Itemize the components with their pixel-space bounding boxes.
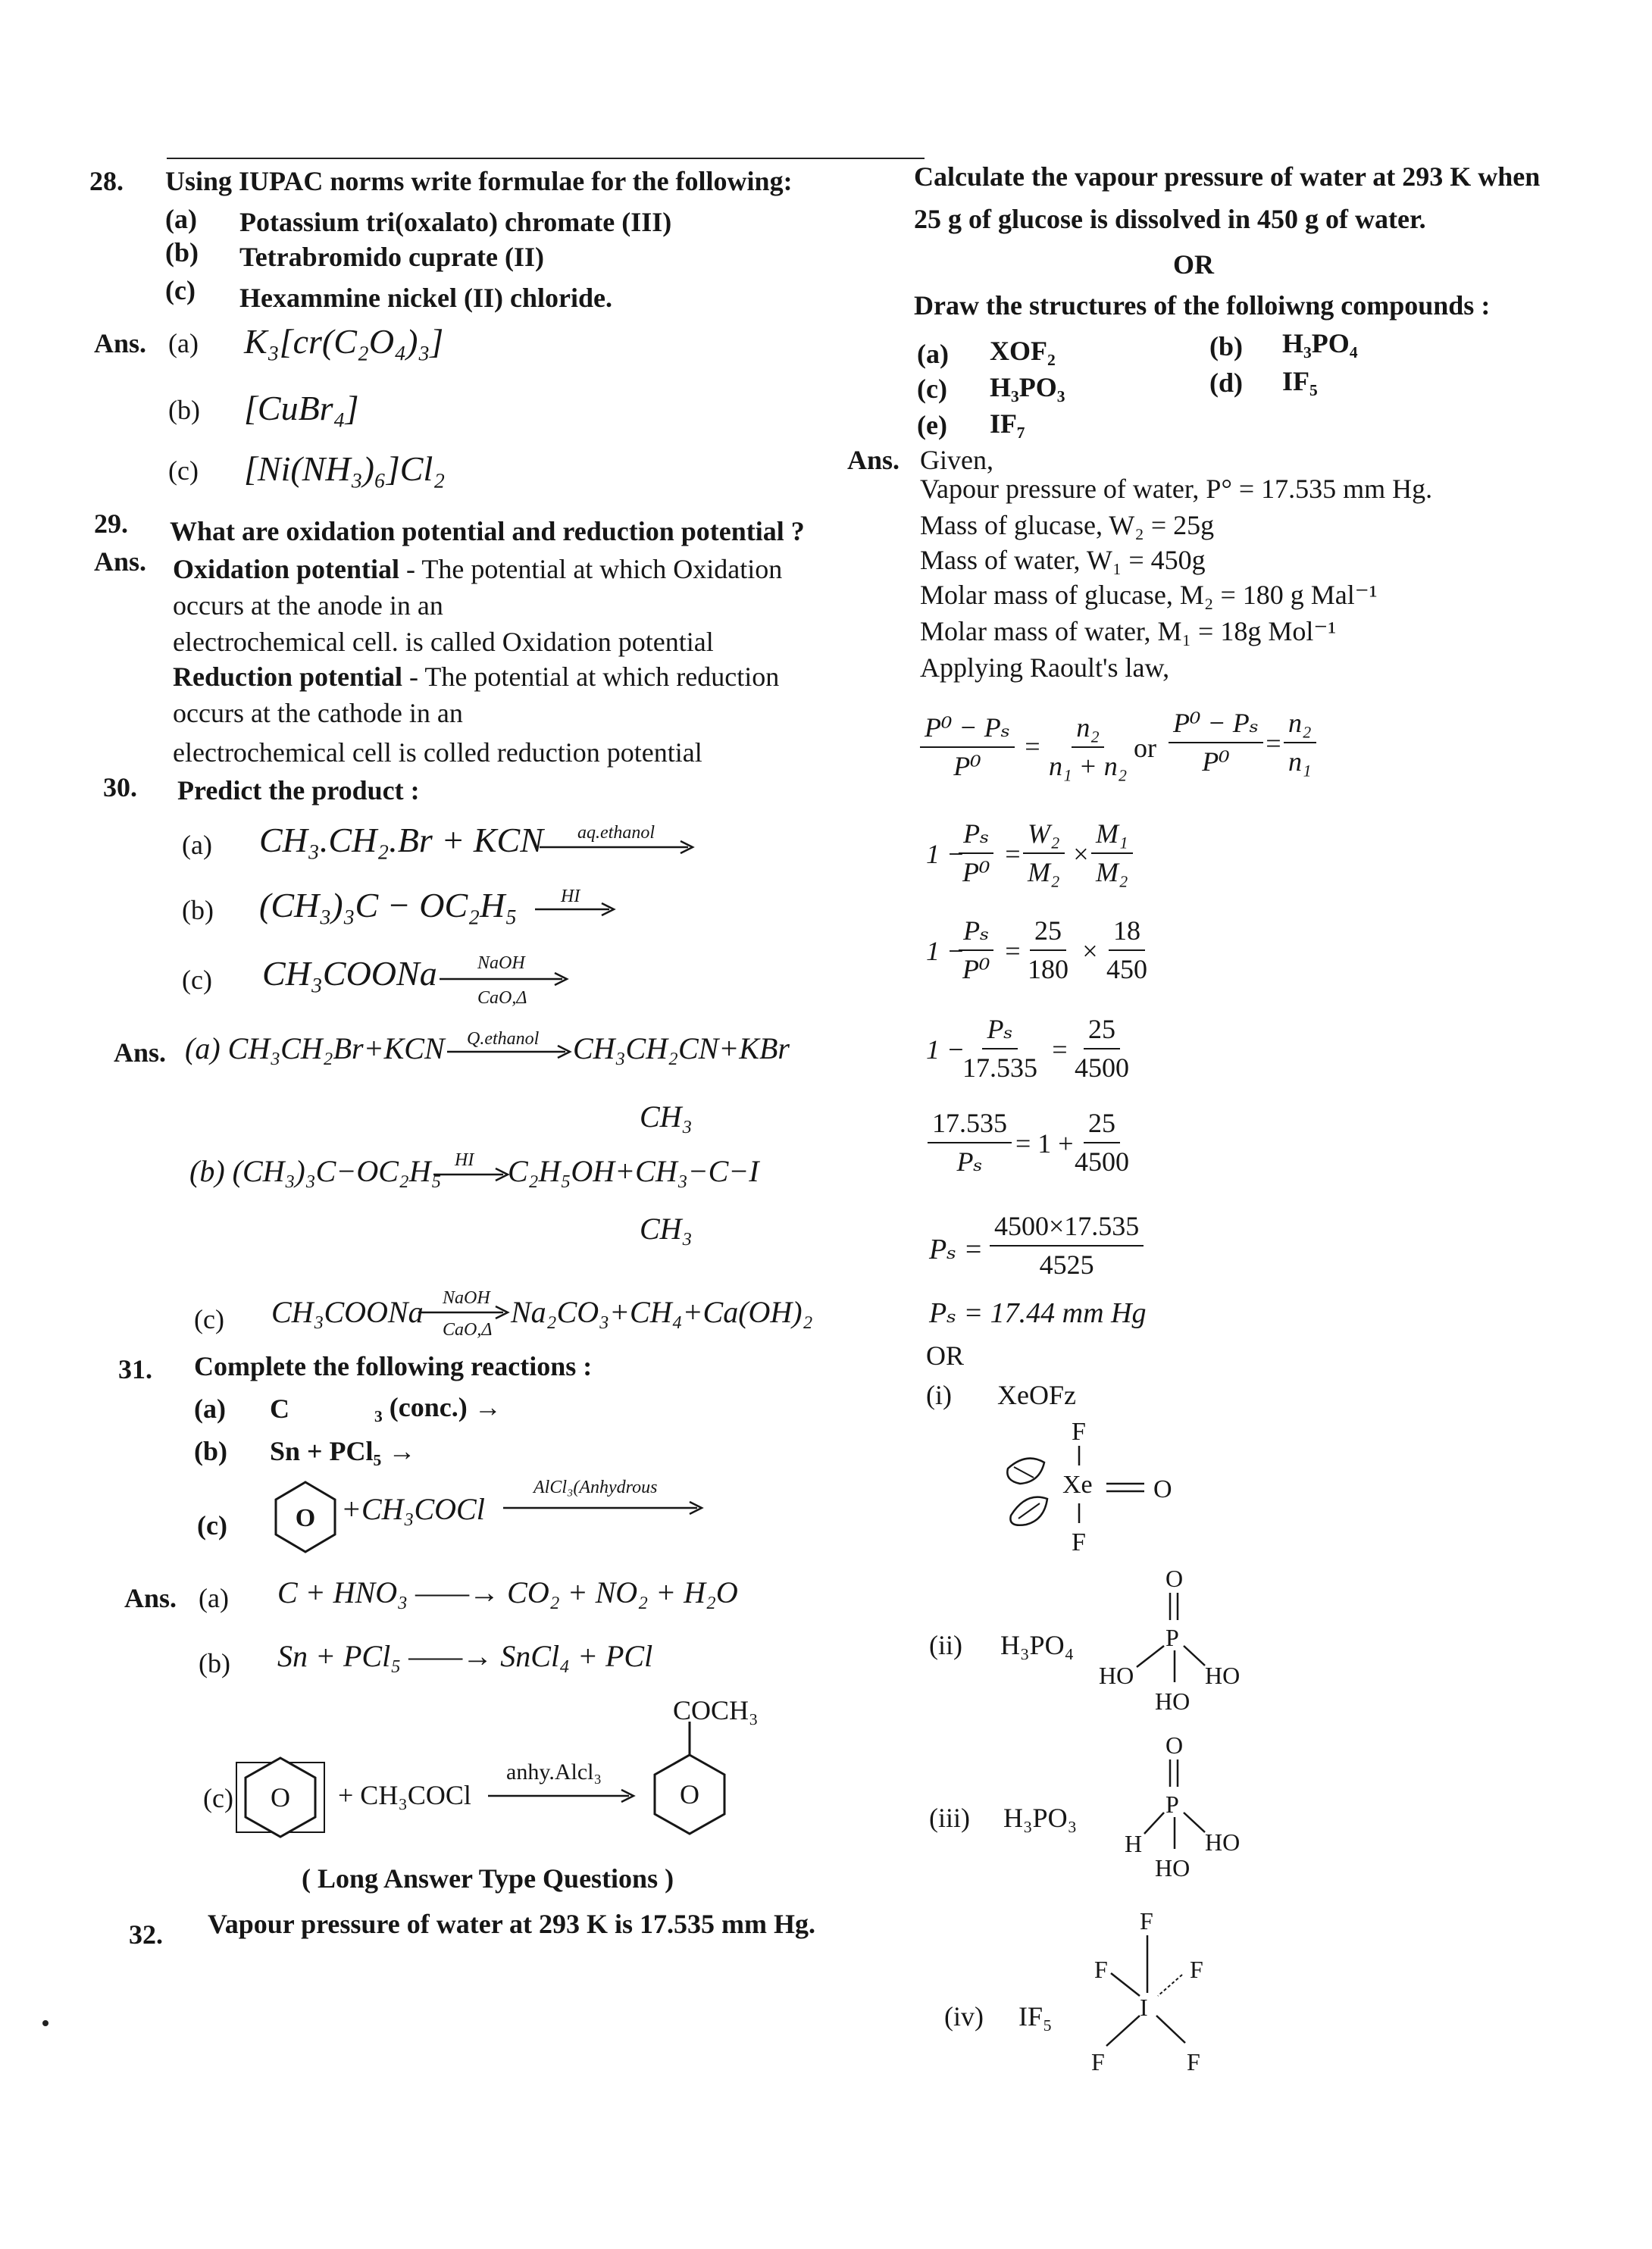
q30-ans-a-rhs: CH₃CH₂CN+KBr [573,1031,790,1065]
q32-draw-c: H₃PO₃ [990,372,1065,402]
q32-draw-a-label: (a) [917,339,949,369]
raoult-frac-4: $\frac{\text{n₂}}{\text{n₁}}$ [1284,708,1316,778]
raoult-frac-2: $\frac{\text{n₂}}{\text{n₁ + n₂}}$ [1049,712,1128,782]
eq7-result: Pₛ = 17.44 mm Hg [929,1297,1147,1329]
xeof2-structure-icon [993,1409,1220,1569]
q32-draw-prompt: Draw the structures of the folloiwng compounds : [914,290,1491,321]
q32-given-2: Mass of glucase, W₂ = 25g [920,510,1215,540]
q29-number: 29. [94,508,128,539]
q28-ans-a-label: (a) [168,328,199,358]
q30-c-label: (c) [182,965,212,995]
q29-reduction-line3: electrochemical cell is colled reduction potential [173,737,702,768]
h3po4-o: O [1165,1565,1184,1592]
q31-c-benzene-icon [271,1479,339,1555]
struct-iii-label: (iii) [929,1803,970,1833]
raoult-eq-1: = [1023,731,1042,762]
q30-ans-c-rhs: Na₂CO₃+CH₄+Ca(OH)₂ [511,1295,813,1329]
eq4-one: 1 − [926,1034,965,1065]
if5-f-bottom-right: F [1187,2048,1200,2075]
top-rule [167,158,925,159]
q28-number: 28. [89,166,124,196]
q28-b-label: (b) [165,237,199,267]
q30-b-arrow [535,902,618,917]
if5-f-bottom-left: F [1091,2048,1105,2075]
h3po3-ho-bottom: HO [1155,1854,1191,1881]
q29-oxidation-text: - The potential at which Oxidation [399,554,783,584]
q32-draw-a: XOF₂ [990,336,1056,366]
eq4-frac-b: $\frac{25}{4500}$ [1075,1014,1129,1084]
q31-c-cond: AlCl₃(Anhydrous [533,1478,658,1497]
q32-given-1: Vapour pressure of water, P° = 17.535 mm Hg. [920,474,1433,504]
q28-a-text: Potassium tri(oxalato) chromate (III) [239,207,672,237]
h3po3-o: O [1165,1731,1184,1759]
raoult-frac-1: $\frac{\text{P⁰ − Pₛ}}{\text{P⁰}}$ [920,712,1015,783]
q31-ans-c-ring-label: O [271,1782,290,1813]
q32-draw-b: H₃PO₄ [1282,328,1358,358]
eq2-frac-b: $\frac{\text{W₂}}{\text{M₂}}$ [1023,818,1065,889]
q30-a-eq: CH₃.CH₂.Br + KCN [259,821,543,859]
q32-draw-c-label: (c) [917,374,947,404]
xeof2-o: O [1153,1475,1172,1503]
q31-ans-c-arrow [488,1788,640,1803]
q31-a-right: ₃ (conc.) → [374,1392,502,1422]
section-heading: ( Long Answer Type Questions ) [302,1863,674,1894]
q28-a-label: (a) [165,204,197,234]
q32-question-line3: 25 g of glucose is dissolved in 450 g of water. [914,204,1426,234]
q31-ans-c-cond: anhy.Alcl₃ [506,1759,602,1784]
q32-given-6: Applying Raoult's law, [920,652,1170,683]
struct-iii-name: H₃PO₃ [1003,1803,1078,1833]
xeof2-f-top: F [1072,1418,1086,1446]
q32-or-structures: OR [926,1340,965,1371]
h3po4-ho-left: HO [1099,1662,1134,1689]
q32-ans-label: Ans. [847,445,900,475]
q30-c-eq: CH₃COONa [262,954,437,993]
eq3-frac-c: $\frac{18}{450}$ [1106,915,1147,985]
q31-ans-c-mid: + CH₃COCl [338,1780,471,1810]
q31-ans-c-ring2-label: O [680,1779,699,1810]
q32-draw-e-label: (e) [917,410,947,440]
q30-ans-label: Ans. [114,1037,167,1068]
q28-ans-label: Ans. [94,328,147,358]
q30-c-top: NaOH [477,953,525,973]
q29-reduction-line2: occurs at the cathode in an [173,698,463,728]
q32-draw-d-label: (d) [1209,368,1243,398]
q32-given-3: Mass of water, W₁ = 450g [920,545,1206,575]
struct-ii-label: (ii) [929,1630,962,1660]
q32-given-4: Molar mass of glucase, M₂ = 180 g Mal⁻¹ [920,580,1378,610]
eq3-frac-a: $\frac{\text{Pₛ}}{\text{P⁰}}$ [958,915,994,986]
eq3-frac-b: $\frac{25}{180}$ [1028,915,1068,985]
h3po3-p: P [1165,1791,1179,1818]
q29-reduction-line1 [173,661,779,693]
q28-ans-c-label: (c) [168,455,199,486]
q30-ans-c-arrow [418,1305,514,1320]
q31-ans-a: C + HNO₃ ——→ CO₂ + NO₂ + H₂O [277,1575,738,1609]
if5-structure-icon [1076,1902,1258,2099]
if5-i: I [1140,1994,1148,2021]
xeof2-xe: Xe [1062,1471,1093,1499]
q30-ans-c-lhs: CH₃COONa [271,1295,424,1329]
h3po4-ho-right: HO [1205,1662,1241,1689]
eq2-times: × [1072,839,1090,869]
q30-ans-a-cond: Q.ethanol [467,1029,540,1049]
q30-c-bot: CaO,Δ [477,988,527,1008]
eq2-frac-c: $\frac{\text{M₁}}{\text{M₂}}$ [1091,818,1133,889]
eq5-mid: = 1 + [1015,1128,1074,1159]
q28-c-text: Hexammine nickel (II) chloride. [239,283,612,313]
q28-b-text: Tetrabromido cuprate (II) [239,242,544,272]
q30-ans-c-label: (c) [194,1304,224,1334]
q28-ans-a: K₃[cr(C₂O₄)₃] [244,322,444,361]
eq2-eq: = [1003,839,1022,869]
margin-dot [42,2020,48,2026]
eq6-lhs: Pₛ = [929,1234,984,1265]
q30-ans-b-lhs: (b) (CH₃)₃C−OC₂H₅ [189,1154,442,1188]
h3po3-h: H [1125,1830,1143,1857]
eq5-frac-b: $\frac{25}{4500}$ [1075,1108,1129,1178]
struct-iv-name: IF₅ [1018,2001,1053,2032]
q31-c-label: (c) [197,1510,227,1541]
raoult-frac-3: $\frac{\text{P⁰ − Pₛ}}{\text{P⁰}}$ [1169,708,1263,778]
h3po4-ho-bottom: HO [1155,1688,1191,1715]
q30-ans-a-arrow [447,1044,576,1059]
q31-ans-c-benzene-left-icon [235,1752,326,1843]
q28-ans-b-label: (b) [168,395,200,425]
struct-i-name: XeOFz [997,1380,1076,1410]
q32-question-line2: Calculate the vapour pressure of water at 293 K when [914,161,1541,192]
q30-b-cond: HI [561,887,580,906]
q30-b-eq: (CH₃)₃C − OC₂H₅ [259,886,518,924]
q31-ans-c-label: (c) [203,1783,233,1813]
q31-question: Complete the following reactions : [194,1351,593,1381]
struct-iv-label: (iv) [944,2001,984,2032]
q30-question: Predict the product : [177,775,420,805]
q31-ans-a-label: (a) [199,1583,229,1613]
eq3-times: × [1081,936,1100,966]
q30-b-label: (b) [182,895,214,925]
q30-a-cond: aq.ethanol [577,823,655,843]
q30-c-arrow [440,971,573,987]
q32-given: Given, [920,445,993,475]
h3po4-structure-icon [1076,1561,1273,1728]
q29-oxidation-line3: electrochemical cell. is called Oxidation potential [173,627,714,657]
q30-ans-b-top: CH₃ [640,1099,693,1134]
q31-b-eq: Sn + PCl₅ → [270,1436,416,1466]
eq2-one: 1 − [926,839,965,869]
q31-ans-b: Sn + PCl₅ ——→ SnCl₄ + PCl [277,1639,653,1673]
q28-question: Using IUPAC norms write formulae for the following: [165,166,793,196]
q30-a-arrow [540,840,699,855]
q30-ans-b-cond: HI [455,1150,474,1170]
q29-question: What are oxidation potential and reduction potential ? [170,516,805,546]
q31-number: 31. [118,1354,152,1384]
q32-number: 32. [129,1919,163,1950]
q32-or: OR [1173,249,1214,280]
eq5-frac-a: $\frac{17.535}{\text{Pₛ}}$ [928,1108,1012,1178]
eq3-one: 1 − [926,936,965,966]
q30-number: 30. [103,772,137,802]
if5-f-right: F [1190,1956,1203,1983]
q28-c-label: (c) [165,275,196,305]
raoult-or: or [1134,733,1156,763]
q30-ans-c-bot: CaO,Δ [443,1320,493,1340]
eq4-eq: = [1050,1034,1069,1065]
eq3-eq: = [1003,936,1022,966]
q31-a-left: C [270,1394,289,1424]
q29-oxidation-line2: occurs at the anode in an [173,590,443,621]
q31-c-ring-label: O [295,1504,316,1532]
raoult-eq-2: = [1264,728,1283,759]
q30-ans-c-top: NaOH [443,1288,490,1308]
q32-question-line1: Vapour pressure of water at 293 K is 17.535 mm Hg. [208,1909,816,1939]
q31-ans-b-label: (b) [199,1648,230,1678]
struct-i-label: (i) [926,1380,952,1410]
q31-c-eq: +CH₃COCl [341,1492,485,1526]
if5-f-left: F [1094,1956,1108,1983]
q32-draw-d: IF₅ [1282,366,1318,396]
q31-ans-c-sub: COCH₃ [673,1695,759,1725]
q31-a-label: (a) [194,1394,226,1424]
q30-ans-b-rhs: C₂H₅OH+CH₃−C−I [508,1154,759,1188]
q32-draw-b-label: (b) [1209,331,1243,361]
q30-ans-b-arrow [433,1167,512,1182]
q29-oxidation-head: Oxidation potential [173,554,400,584]
h3po3-structure-icon [1076,1728,1273,1894]
q29-oxidation-line1 [173,553,782,585]
q31-ans-label: Ans. [124,1583,177,1613]
q30-a-label: (a) [182,830,212,860]
eq2-frac-a: $\frac{\text{Pₛ}}{\text{P⁰}}$ [958,818,994,889]
q30-ans-a-lhs: (a) CH₃CH₂Br+KCN [185,1031,445,1065]
q29-reduction-head: Reduction potential [173,662,403,692]
h3po4-p: P [1165,1624,1179,1651]
q31-ans-c-benzene-right-icon [644,1722,735,1858]
xeof2-f-bottom: F [1072,1528,1086,1556]
q32-draw-e: IF₇ [990,408,1025,439]
if5-f-top: F [1140,1907,1153,1935]
struct-ii-name: H₃PO₄ [1000,1630,1075,1660]
q28-ans-b: [CuBr₄] [244,389,359,427]
q28-ans-c: [Ni(NH₃)₆]Cl₂ [244,449,446,488]
q31-b-label: (b) [194,1436,227,1466]
q29-ans-label: Ans. [94,546,147,577]
q29-reduction-text: - The potential at which reduction [402,662,780,692]
eq6-frac: $\frac{4500\times 17.535}{4525}$ [990,1211,1144,1281]
h3po3-ho-right: HO [1205,1828,1241,1856]
q32-given-5: Molar mass of water, M₁ = 18g Mol⁻¹ [920,616,1337,646]
eq4-frac-a: $\frac{\text{Pₛ}}{17.535}$ [962,1014,1037,1084]
q30-ans-b-bot: CH₃ [640,1212,693,1246]
q31-c-arrow [503,1500,708,1515]
